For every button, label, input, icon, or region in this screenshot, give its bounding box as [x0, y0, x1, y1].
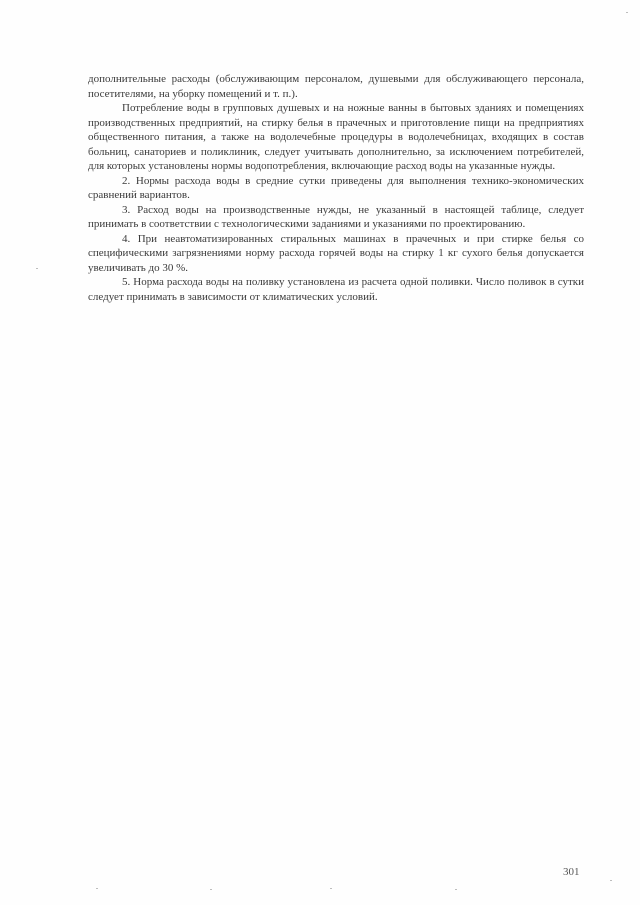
- paragraph-note-2: 2. Нормы расхода воды в средние сутки приведены для выполнения технико-экономических сравнений вариантов.: [88, 174, 584, 201]
- body-text: [88, 72, 584, 304]
- scan-speck: [610, 880, 612, 881]
- paragraph-note-3: 3. Расход воды на производственные нужды, не указанный в настоящей таблице, следует принимать в соответствии с технологическими заданиями и указаниями по проектированию.: [88, 203, 584, 230]
- scan-speck: [96, 888, 98, 889]
- scan-speck: [626, 12, 628, 13]
- scan-speck: [36, 268, 38, 269]
- paragraph-note-5: 5. Норма расхода воды на поливку установлена из расчета одной поливки. Число поливок в сутки следует принимать в зависимости от климатических условий.: [88, 276, 584, 303]
- paragraph-note-4: 4. При неавтоматизированных стиральных машинах в прачечных и при стирке белья со специфическими загрязнениями норму расхода горячей воды на стирку 1 кг сухого белья допускается увеличивать до 30 %.: [88, 232, 584, 274]
- scan-speck: [330, 888, 332, 889]
- paragraph-continuation: дополнительные расходы (обслуживающим персоналом, душевыми для обслуживающего персонала, посетителями, на уборку помещений и т. п.).: [88, 73, 584, 100]
- scan-speck: [455, 889, 457, 890]
- page-number: 301: [563, 866, 580, 878]
- paragraph-water-consumption: Потребление воды в групповых душевых и на ножные ванны в бытовых зданиях и помещениях производственных предприятий, на стирку белья в прачечных и приготовление пищи на предприятиях общественного питания, а также на водолечебные процедуры в водолечебницах, входящих в состав больниц, санаториев и поликлиник, следует учитывать дополнительно, за исключением потребителей, для которых установлены нормы водопотребления, включающие расход воды на указанные нужды.: [88, 102, 584, 172]
- scan-speck: [210, 889, 212, 890]
